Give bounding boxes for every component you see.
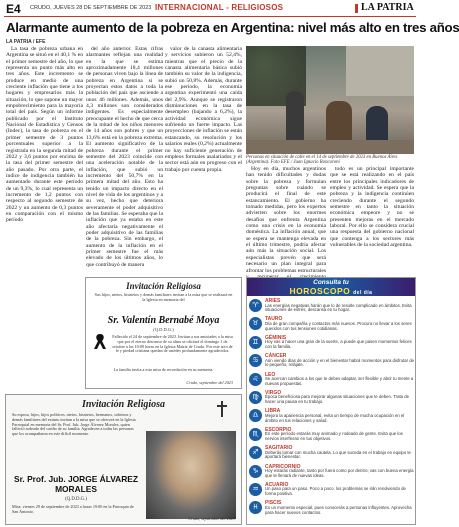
page-header xyxy=(0,0,420,18)
horoscope-sign xyxy=(249,427,415,445)
obituary-title: Invitación Religiosa xyxy=(81,399,166,410)
sign-text: Hoy estarás radiante, tanto por fuera como por dentro; vas con buena energía que te llenará de nuevas ideas. xyxy=(265,468,414,478)
photo-person xyxy=(286,91,304,146)
sign-name: PISCIS xyxy=(265,500,282,507)
horoscope-sign xyxy=(249,408,415,426)
horoscope-subtitle: del día xyxy=(353,290,373,296)
sign-name: SAGITARIO xyxy=(265,445,293,452)
sign-text: Las energías negativas harán que lo de resulte complicado en ámbitos. Evita situaciones de estrés, descansa en tu hogar. xyxy=(265,302,412,313)
horoscope-sign xyxy=(249,298,415,316)
sign-text: Aún viendo días de acción y en el bienestar habrá momentos para disfrutar de lo pequeño, relájate. xyxy=(265,357,415,368)
article-text-5: todo es un principal importante que se está realizando en el país entre los principales indicadores de empleo y actividad. Se espera que la pobreza y la indigencia continúen creciendo durante el segundo semestre en tanto la situación económica empeore y no se presenten mejoras en el mercado laboral. Por ello se considera crucial una respuesta del gobierno nacional que contenga a los sectores más vulnerables de la sociedad argentina. xyxy=(330,166,414,249)
sign-text: Se acercan cambios a los que te debes adaptar, ser flexible y abrir tu mente a nuevas propuestas. xyxy=(265,376,414,386)
section-title: INTERNACIONAL - RELIGIOSOS xyxy=(155,3,284,12)
sign-name: TAURO xyxy=(265,316,283,323)
article-column-2 xyxy=(86,46,163,274)
article-text-3: valor de la canasta alimentaria y servicios subieron un 52,4%, mientras que el precio de la canasta alimentaria básica subió también su valor de la indigencia, subió un 50,8%. Además, durante ese período, la economía argentina experimentó una caída del 2,9%. Aunque se registraron disminuciones en la tasa de desempleo (bajando a 6,2%), la actividad económica sigue sufriendo un fuerte impacto. Las proyecciones de inflación se están estancando, su resolución y los salarios reales (0,2%) actualmente no hay suficiente generación de empleos formales asalariados y el sector está aún en progreso con el trabajo por cuenta propia. xyxy=(165,46,242,173)
cross-icon xyxy=(216,401,228,417)
article-text-4: Hoy en día, muchos argentinos han tenido dificultades y dudas sobre la pobreza y formulan preguntas sobre cuándo se producirá el final de este estancamiento. El gobierno ha tomado medidas, pero los expertos advierten sobre los enormes desafíos que enfrenta Argentina como una crisis en la economía doméstica. La inflación anual, que se espera se mantenga elevada en el último trimestre, podría afectar aún más la situación social. Los especialistas prevén que será necesario un plan integral para afrontar los problemas estructurales xyxy=(246,166,326,274)
horoscope-sign xyxy=(249,390,415,408)
obituary-name: Sr. Prof. Jub. JORGE ÁLVAREZ MORALES xyxy=(14,474,138,494)
obituary-initials: (Q.D.D.G.) xyxy=(153,327,174,332)
obituary-closing: La familia invita a esta misa de recordación en su memoria. xyxy=(113,367,214,372)
article-headline: Alarmante aumento de la pobreza en Argentina: nivel más alto en tres años xyxy=(6,20,459,35)
horoscope-sign xyxy=(249,372,415,390)
obituary-name: Sr. Valentín Bernabé Moya xyxy=(107,315,220,326)
horoscope-title: HOROSCOPO xyxy=(289,286,351,296)
sign-name: ACUARIO xyxy=(265,481,289,488)
horoscope-sign xyxy=(249,316,415,334)
horoscope-box xyxy=(246,277,416,525)
zodiac-icon: ♎ xyxy=(249,409,262,422)
newspaper-logo xyxy=(355,1,415,15)
horoscope-banner xyxy=(247,278,415,296)
zodiac-icon: ♓ xyxy=(249,501,262,514)
sign-text: Día de gran compañía y contactos más nuevos. Procura no llevar a los seres queridos con tus tensiones cotidianas. xyxy=(265,320,412,331)
horoscope-sign xyxy=(249,500,415,518)
horoscope-sign xyxy=(249,464,415,482)
sign-text: Hoy vas a hacer una gran de la suerte, a puede que pasen momentos felices con la familia. xyxy=(265,339,412,349)
horoscope-sign xyxy=(249,482,415,500)
article-photo xyxy=(246,46,414,154)
mourning-ribbon-icon xyxy=(92,332,108,350)
horoscope-banner-top: Consulta tu xyxy=(313,279,349,286)
zodiac-icon: ♐ xyxy=(249,446,262,459)
sign-name: VIRGO xyxy=(265,389,282,396)
horoscope-sign xyxy=(249,445,415,463)
obituary-footer: Misa: viernes 29 de septiembre de 2023 a horas 19:00 en la Parroquia de San Antonio. xyxy=(12,504,134,514)
logo-bar-icon xyxy=(355,4,358,13)
article-text-1: La tasa de pobreza urbana en Argentina se situó en el 40,1 % en el primer semestre del año, lo que representa un punto más alto en tres años. Este incremento se produce en medio de una creciente inflación que tiene a los hogares y empresarios más la situación, lo que supone un mayor empobrecimiento para la mayoría total del país. Según un informe publicado por el Instituto Nacional de Estadística y Censos (Indec), la tasa de pobreza en el primer semestre de 3 puntos porcentuales superior a la registrada en la segunda mitad de 2022 y 3,6 puntos por encima de la tasa del primer semestre del año pasado. Por otra parte, el índice de indigencia también ha aumentado durante este período de un 9,3%, lo cual representa un incremento de 1,2 puntos con respecto al segundo semestre de 2022 y un aumento de 0,3 puntos en comparación con el mismo período xyxy=(6,46,83,224)
sign-text: Deberás tomar con mucha cautela. Lo que suceda en el trabajo en equipo te aportará bienestar. xyxy=(265,449,411,460)
sign-text: Un paso para un paso. Poco a poco, los problemas se irán resolviendo de forma positiva. xyxy=(265,486,406,497)
obituary-signature: Crudo, septiembre del 2023 xyxy=(188,516,235,521)
logo-text: LA PATRIA xyxy=(361,2,414,13)
obituary-signature: Crudo, septiembre del 2023 xyxy=(186,380,233,385)
obituary-notice-1 xyxy=(85,277,242,389)
obituary-intro: Sus hijos, nietos, bisnietos y demás familiares invitan a la misa que se realizará en la Iglesia en memoria del xyxy=(94,292,233,302)
article-text-2: del año anterior. Estas cifras alarmantes reflejan una realidad en la que se estima aproximadamente 18,4 millones de personas viven bajo la línea de pobreza en Argentina si se proyectan estos datos a toda la población del país que asciende a unos 46 millones. Además, unos 4,3 millones son considerados indigentes. Es especialmente preocupante el hecho de que cerca de la mitad de los niños menores de 14 años son pobres y que un 13,6% está en la pobreza extrema. El aumento significativo de la pobreza durante el primer semestre del 2023 coincide con una aceleración notable de la inflación, que subió un incremento del 50,7% en la primera mitad del año. Esto ha tenido un impacto directo en el nivel de vida de los argentinos y a su vez, hecho que deteriora severamente el poder adquisitivo de las familias. Se esperaba que la inflación que ya estaba en este año afectaría negativamente el poder adquisitivo de las familias de la pobreza. Sin embargo, el aumento de la inflación en el primer semestre fue el más elevado de los últimos años, lo que contribuyó de manera xyxy=(86,46,163,268)
obituary-notice-2 xyxy=(5,394,242,525)
zodiac-icon: ♉ xyxy=(249,317,262,330)
zodiac-icon: ♏ xyxy=(249,428,262,441)
article-column-3 xyxy=(165,46,242,173)
horoscope-signs-list xyxy=(249,298,415,519)
obituary-body: Su esposa, hijos, hijos políticos, nietos, bisnietos, hermanos, sobrinos y demás familiares del extinto invitan a la misa que se ofrecerá en la Iglesia Parroquial en memoria del Sr. Prof. Jub. Jorge Álvarez Morales, quien falleció rodeado del cariño de su familia. Agradecen a todas las personas que los acompañaron en este difícil momento. xyxy=(12,412,136,437)
article-column-1 xyxy=(6,46,83,274)
sign-name: LEO xyxy=(265,371,276,378)
zodiac-icon: ♍ xyxy=(249,391,262,404)
sign-text: Época beneficiosa para mejorar algunas situaciones que te deben. Trata de hacer una pausa en tu trabajo. xyxy=(265,394,410,405)
sign-text: Mejora la apariencia personal, evita un tiempo de mucha ocupación en el ámbito en tus relaciones y salud. xyxy=(265,412,405,423)
photo-building xyxy=(346,46,414,96)
edition-date: CRUDO, JUEVES 28 DE SEPTIEMBRE DE 2023 xyxy=(30,5,152,11)
horoscope-sign xyxy=(249,335,415,353)
obituary-title: Invitación Religiosa xyxy=(126,281,201,291)
zodiac-icon: ♊ xyxy=(249,336,262,349)
page-number: E4 xyxy=(6,2,21,16)
sign-name: ARIES xyxy=(265,298,281,304)
photo-caption: Personas en situación de calle en el 14 de septiembre de 2023 en Buenos Aires (Argentina). Foto EFE / Juan Ignacio Roncoroni xyxy=(246,155,398,166)
sign-text: En este período estarás muy animado y rodeado de gente. Evita que los nervios interfieran en tus objetivos. xyxy=(265,431,403,441)
sign-name: LIBRA xyxy=(265,408,281,415)
article-column-5 xyxy=(330,166,414,274)
sign-name: ESCORPIO xyxy=(265,426,292,433)
sign-name: CÁNCER xyxy=(265,353,287,360)
zodiac-icon: ♌ xyxy=(249,373,262,386)
article-column-4 xyxy=(246,166,326,274)
header-rule xyxy=(4,16,416,17)
zodiac-icon: ♈ xyxy=(249,299,262,312)
sign-name: GÉMINIS xyxy=(265,334,287,341)
sign-name: CAPRICORNIO xyxy=(265,463,301,470)
zodiac-icon: ♒ xyxy=(249,483,262,496)
sign-text: Es un momento especial, pues conocerás a personas influyentes. Aprovecha para hacer nuevos contactos. xyxy=(265,504,412,515)
zodiac-icon: ♑ xyxy=(249,465,262,478)
article-byline: LA PATRIA / EFE xyxy=(6,39,46,45)
photo-ground xyxy=(246,140,414,154)
obituary-initials: (Q.D.D.G.) xyxy=(65,497,87,502)
horoscope-sign xyxy=(249,353,415,371)
obituary-body: Fallecido el 24 de septiembre de 2023. Invitan a sus amistades a la misa que por el eterno descanso de su alma se oficiará el domingo 1 de octubre a las 10:00 horas en la Iglesia Matriz de Crudo. Por este acto de fe y piedad cristiana quedan de ustedes profundamente agradecidos. xyxy=(112,334,233,354)
zodiac-icon: ♋ xyxy=(249,354,262,367)
obituary-portrait xyxy=(146,431,236,519)
horoscope-banner-title xyxy=(247,286,415,296)
